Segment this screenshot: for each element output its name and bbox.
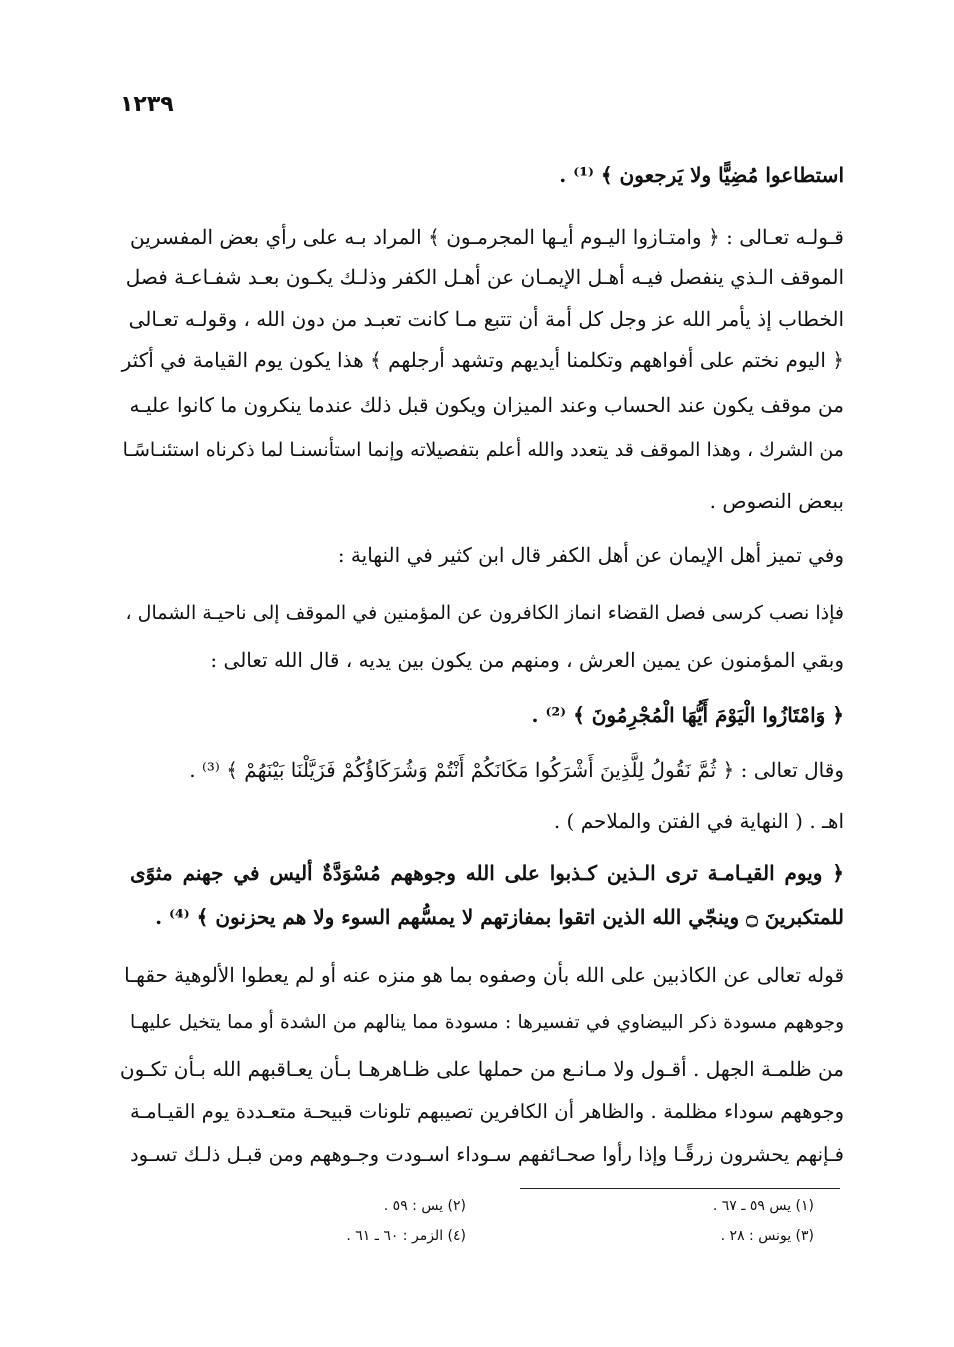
footnote: (٤) الزمر : ٦٠ ـ ٦١ .	[346, 1228, 466, 1244]
text-line: وبقي المؤمنون عن يمين العرش ، ومنهم من يكون بين يديه ، قال الله تعالى :	[210, 648, 844, 672]
text-line: قوله تعالى عن الكاذبين على الله بأن وصفوه بما هو منزه عنه أو لم يعطوا الألوهية حقهـا	[124, 963, 844, 987]
text-line: وفي تميز أهل الإيمان عن أهل الكفر قال ابن كثير في النهاية :	[337, 543, 844, 567]
text-line: استطاعوا مُضِيًّا ولا يَرجعون ﴾ ⁽¹⁾ .	[559, 163, 844, 187]
text-line: من موقف يكون عند الحساب وعند الميزان ويكون قبل ذلك عندما ينكرون ما كانوا عليـه	[129, 393, 844, 417]
quran-verse: للمتكبرينَ ۝ وينجّي الله الذين اتقوا بمفازتهم لا يمسُّهم السوء ولا هم يحزنون ﴾ ⁽⁴⁾ .	[155, 905, 844, 929]
footnote: (٣) يونس : ٢٨ .	[720, 1228, 814, 1244]
text-line: ببعض النصوص .	[709, 489, 844, 513]
text-line: اهـ . ( النهاية في الفتن والملاحم ) .	[553, 809, 844, 833]
footnote-divider	[520, 1188, 840, 1189]
text-line: وقال تعالى : ﴿ ثُمَّ نَقُولُ لِلَّذِينَ أَشْرَكُوا مَكَانَكُمْ أَنْتُمْ وَشُرَكَاؤُكُمْ فَزَيَّلْنَا بَيْنَهُمْ ﴾ ⁽³⁾ .	[189, 758, 844, 782]
text-line: الموقف الـذي ينفصل فيـه أهـل الإيمـان عن أهـل الكفر وذلـك يكـون بعـد شفـاعـة فصل	[125, 265, 844, 289]
text-line: الخطاب إذ يأمر الله عز وجل كل أمة أن تتبع مـا كانت تعبـد من دون الله ، وقولـه تعـالى	[128, 307, 844, 331]
page-number: ١٢٣٩	[120, 92, 174, 117]
text-line: قـولـه تعـالى : ﴿ وامتـازوا اليـوم أيـها المجرمـون ﴾ المراد بـه على رأي بعض المفسرين	[130, 225, 844, 249]
text-line: وجوههم مسودة ذكر البيضاوي في تفسيرها : مسودة مما ينالهم من الشدة أو مما يتخيل عليهـا	[130, 1012, 844, 1033]
text-line: ﴿ اليوم نختم على أفواههم وتكلمنا أيديهم وتشهد أرجلهم ﴾ هذا يكون يوم القيامة في أكثر	[121, 348, 844, 372]
quran-verse: ﴿ ويوم القيـامـة ترى الـذين كـذبوا على الله وجوههم مُسْوَدَّةٌ أليس في جهنم مثوًى	[130, 861, 844, 885]
text-line: من ظلمـة الجهل . أقـول ولا مـانـع من حملها على ظـاهرهـا بـأن يعـاقبهم الله بـأن تكـون	[119, 1057, 844, 1081]
text-line: وجوههم سوداء مظلمة . والظاهر أن الكافرين تصيبهم تلونات قبيحـة متعـددة يوم القيـامـة	[130, 1100, 844, 1123]
quran-verse: ﴿ وَامْتَازُوا الْيَوْمَ أَيُّهَا الْمُجْرِمُونَ ﴾ ⁽²⁾ .	[531, 703, 844, 727]
text-line: فإذا نصب كرسى فصل القضاء انماز الكافرون عن المؤمنين في الموقف إلى ناحيـة الشمال ،	[125, 602, 844, 624]
text-line: فـإنهم يحشرون زرقًـا وإذا رأوا صحـائفهم سـوداء اسـودت وجـوههم ومن قبـل ذلـك تسـود	[130, 1143, 844, 1166]
footnote: (٢) يس : ٥٩ .	[383, 1198, 466, 1214]
footnote: (١) يس ٥٩ ـ ٦٧ .	[712, 1198, 814, 1214]
text-line: من الشرك ، وهذا الموقف قد يتعدد والله أعلم بتفصيلاته وإنما استأنسنـا لما ذكرناه استئنـاسًـا	[122, 439, 844, 461]
